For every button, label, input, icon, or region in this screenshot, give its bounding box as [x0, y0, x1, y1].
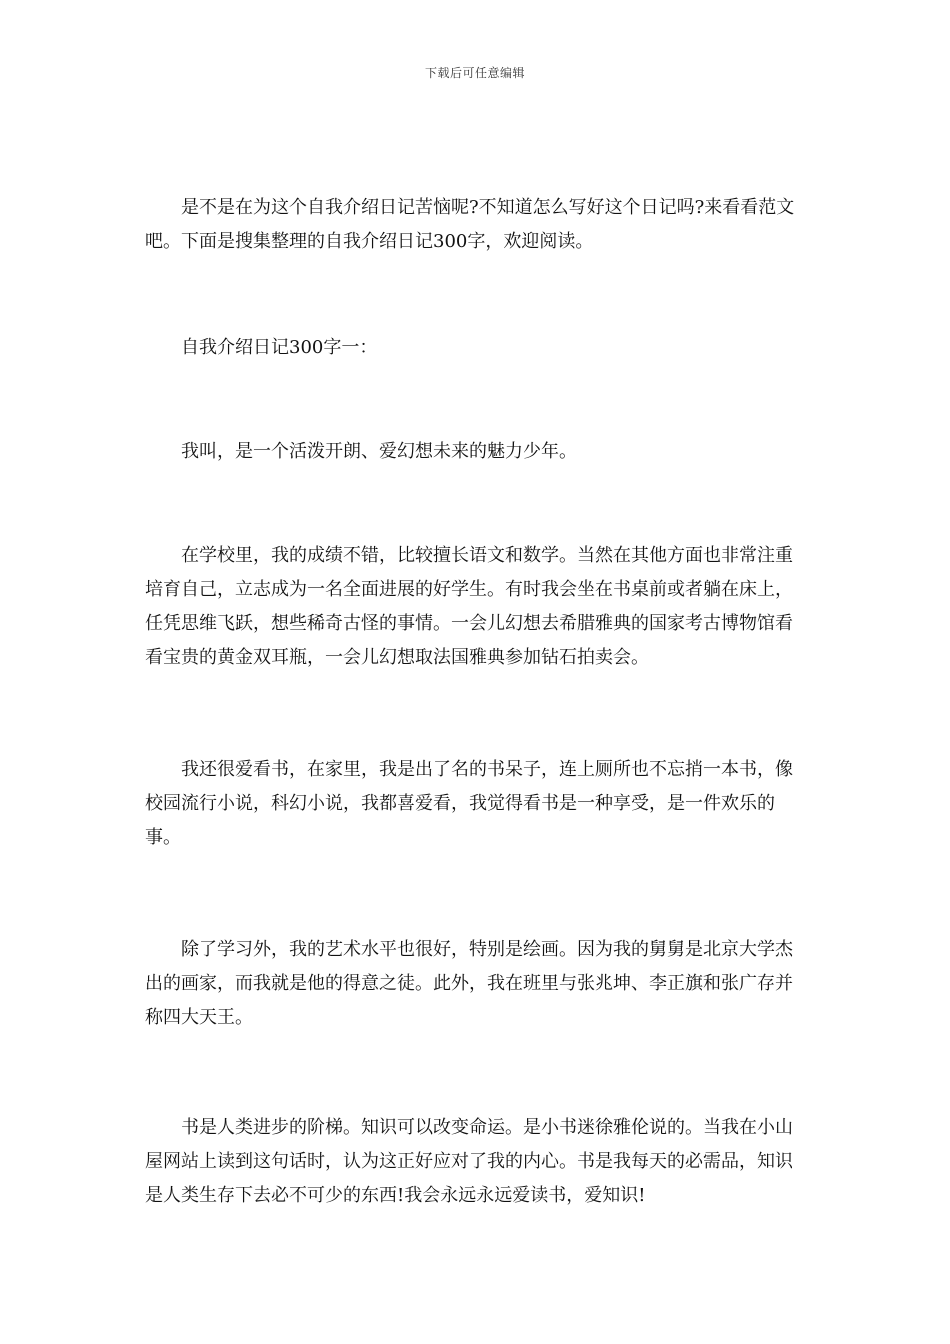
paragraph-self-intro: 我叫，是一个活泼开朗、爱幻想未来的魅力少年。: [181, 441, 577, 462]
intro-paragraph: 是不是在为这个自我介绍日记苦恼呢?不知道怎么写好这个日记吗?来看看范文吧。下面是搜集整理的自我介绍日记300字，欢迎阅读。: [145, 197, 795, 252]
paragraph-art: 除了学习外，我的艺术水平也很好，特别是绘画。因为我的舅舅是北京大学杰出的画家，而我就是他的得意之徒。此外，我在班里与张兆坤、李正旗和张广存并称四大天王。: [145, 939, 793, 1028]
section-heading: 自我介绍日记300字一：: [181, 337, 378, 358]
paragraph-reading: 我还很爱看书，在家里，我是出了名的书呆子，连上厕所也不忘捎一本书，像校园流行小说，科幻小说，我都喜爱看，我觉得看书是一种享受，是一件欢乐的事。: [145, 759, 793, 848]
page-header: 下载后可任意编辑: [424, 66, 525, 80]
paragraph-knowledge: 书是人类进步的阶梯。知识可以改变命运。是小书迷徐雅伦说的。当我在小山屋网站上读到这句话时，认为这正好应对了我的内心。书是我每天的必需品，知识是人类生存下去必不可少的东西!我会永远永远爱读书，爱知识!: [145, 1117, 793, 1206]
paragraph-school: 在学校里，我的成绩不错，比较擅长语文和数学。当然在其他方面也非常注重培育自己，立志成为一名全面进展的好学生。有时我会坐在书桌前或者躺在床上，任凭思维飞跃，想些稀奇古怪的事情。一会儿幻想去希腊雅典的国家考古博物馆看看宝贵的黄金双耳瓶，一会儿幻想取法国雅典参加钻石拍卖会。: [145, 545, 793, 668]
